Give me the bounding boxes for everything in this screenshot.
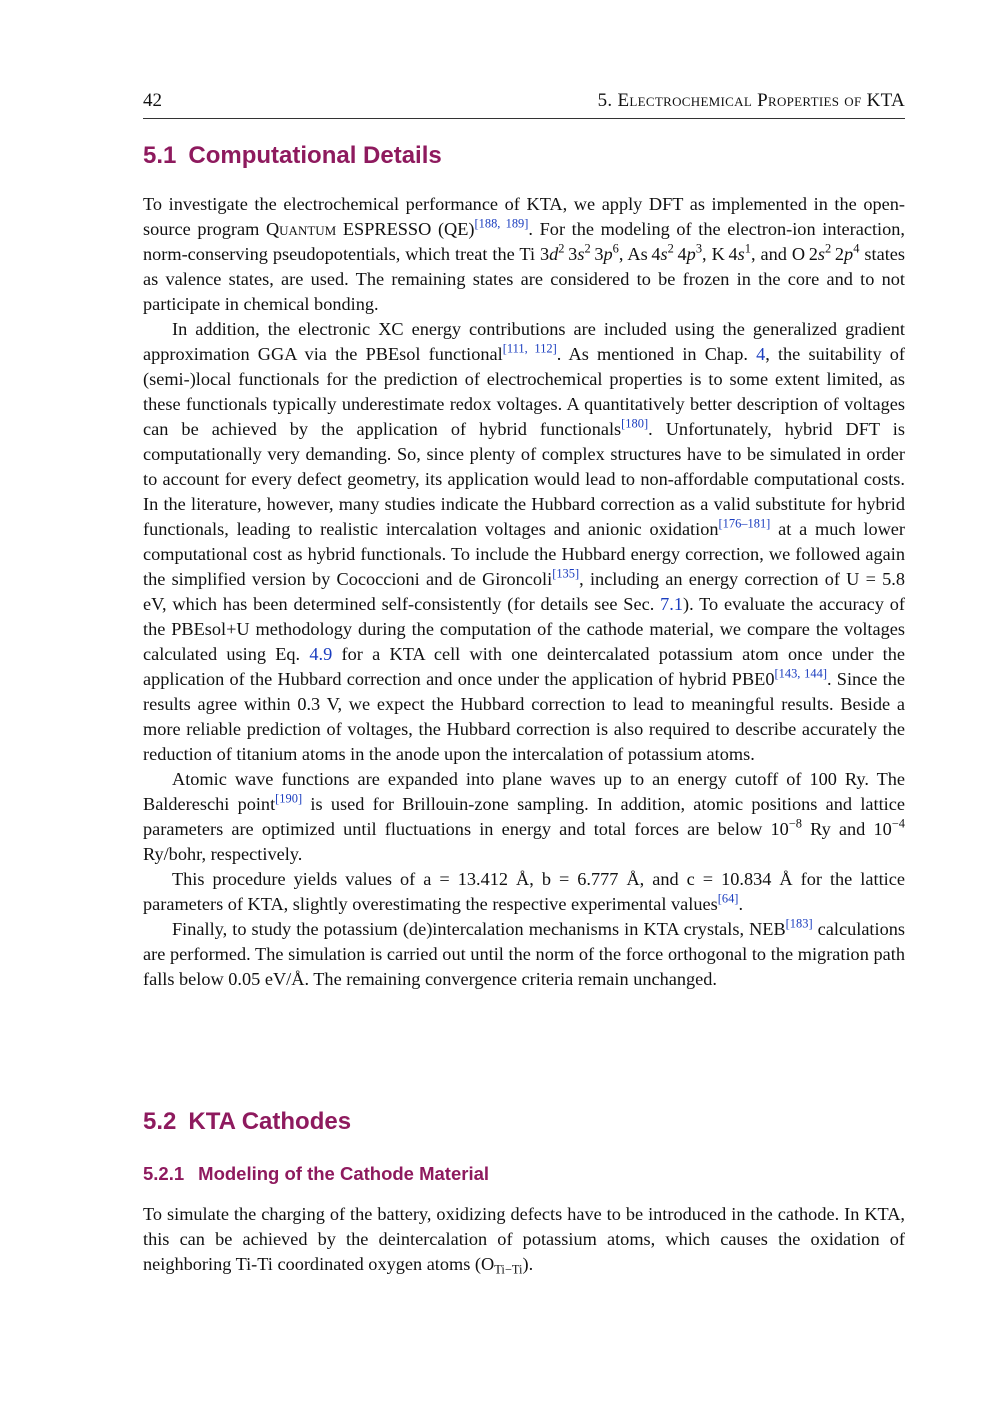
section-5-1-body [143,192,905,992]
paragraph: To investigate the electrochemical performance of KTA, we apply DFT as implemented in the open-source program Quantum ESPRESSO (QE)[188, 189]. For the modeling of the electron-ion interaction, norm-conserving pseudopotentials, which treat the Ti $3d^2$ $3s^2$ $3p^6$, As $4s^2$ $4p^3$, K $4s^1$, and O $2s^2$ $2p^4$ states as valence states, are used. The remaining states are considered to be frozen in the core and to not participate in chemical bonding. [143,194,906,314]
citation[interactable]: [180] [621,416,649,431]
section-5-2-1-body [143,1202,905,1277]
paragraph: Atomic wave functions are expanded into plane waves up to an energy cutoff of 100 Ry. The Baldereschi point[190] is used for Brillouin-zone sampling. In addition, atomic positions and lattice parameters are optimized until fluctuations in energy and total forces are below $10^{-8}$ Ry and $10^{-4}$ Ry/bohr, respectively. [143,769,905,864]
running-header [143,88,905,119]
paragraph: Finally, to study the potassium (de)intercalation mechanisms in KTA crystals, NEB[183] calculations are performed. The simulation is carried out until the norm of the force orthogonal to the migration path falls below 0.05 eV/Å. The remaining convergence criteria remain unchanged. [143,916,905,989]
page-number: 42 [143,90,162,111]
paragraph: To simulate the charging of the battery, oxidizing defects have to be introduced in the cathode. In KTA, this can be achieved by the deintercalation of potassium atoms, which causes the oxidation of neighboring Ti-Ti coordinated oxygen atoms $(O_{Ti-Ti})$. [143,1204,905,1277]
citation[interactable]: [188, 189] [474,216,529,231]
section-heading-5-2: 5.2 KTA Cathodes [143,1108,352,1135]
citation[interactable]: [111, 112] [502,341,557,356]
paragraph: In addition, the electronic XC energy contributions are included using the generalized gradient approximation GGA via the PBEsol functional[111, 112]. As mentioned in Chap. 4, the suitability of (semi-)local functionals for the prediction of electrochemical properties is to some extent limited, as these functionals typically underestimate redox voltages. A quantitatively better description of voltages can be achieved by the application of hybrid functionals[180]. Unfortunately, hybrid DFT is computationally very demanding. So, since plenty of complex structures have to be simulated in order to account for every defect geometry, its application would lead to non-affordable computational costs. In the literature, however, many studies indicate the Hubbard correction as a valid substitute for hybrid functionals, leading to realistic intercalation voltages and anionic oxidation[176–181] at a much lower computational cost as hybrid functionals. To include the Hubbard energy correction, we followed again the simplified version by Cococcioni and de Gironcoli[135], including an energy correction of U = 5.8 eV, which has been determined self-consistently (for details see Sec. 7.1). To evaluate the accuracy of the PBEsol+U methodology during the computation of the cathode material, we compare the voltages calculated using Eq. 4.9 for a KTA cell with one deintercalated potassium atom once under the application of the Hubbard correction and once under the application of hybrid PBE0[143, 144]. Since the results agree within 0.3 V, we expect the Hubbard correction to lead to meaningful results. Beside a more reliable prediction of voltages, the Hubbard correction is also required to describe accurately the reduction of titanium atoms in the anode upon the intercalation of potassium atoms. [143,319,906,764]
subsection-heading-5-2-1: 5.2.1 Modeling of the Cathode Material [143,1163,490,1184]
equation-ref-link[interactable]: 4.9 [309,644,333,664]
running-title: 5. Electrochemical Properties of KTA [597,90,905,111]
chapter-ref-link[interactable]: 4 [756,344,766,364]
section-ref-link[interactable]: 7.1 [660,594,683,614]
hubbard-u-value: U = 5.8 eV [143,569,906,614]
lattice-a: a = 13.412 Å [423,869,530,889]
paragraph: This procedure yields values of a = 13.412 Å, b = 6.777 Å, and c = 10.834 Å for the lattice parameters of KTA, slightly overestimating the respective experimental values[64]. [143,869,905,914]
citation[interactable]: [135] [552,566,580,581]
citation[interactable]: [183] [785,916,813,931]
citation[interactable]: [64] [717,891,739,906]
lattice-b: b = 6.777 Å [541,869,640,889]
section-heading-5-1: 5.1 Computational Details [143,142,442,169]
lattice-c: c = 10.834 Å [686,869,793,889]
citation[interactable]: [143, 144] [774,666,827,681]
citation[interactable]: [190] [275,791,303,806]
citation[interactable]: [176–181] [718,516,771,531]
